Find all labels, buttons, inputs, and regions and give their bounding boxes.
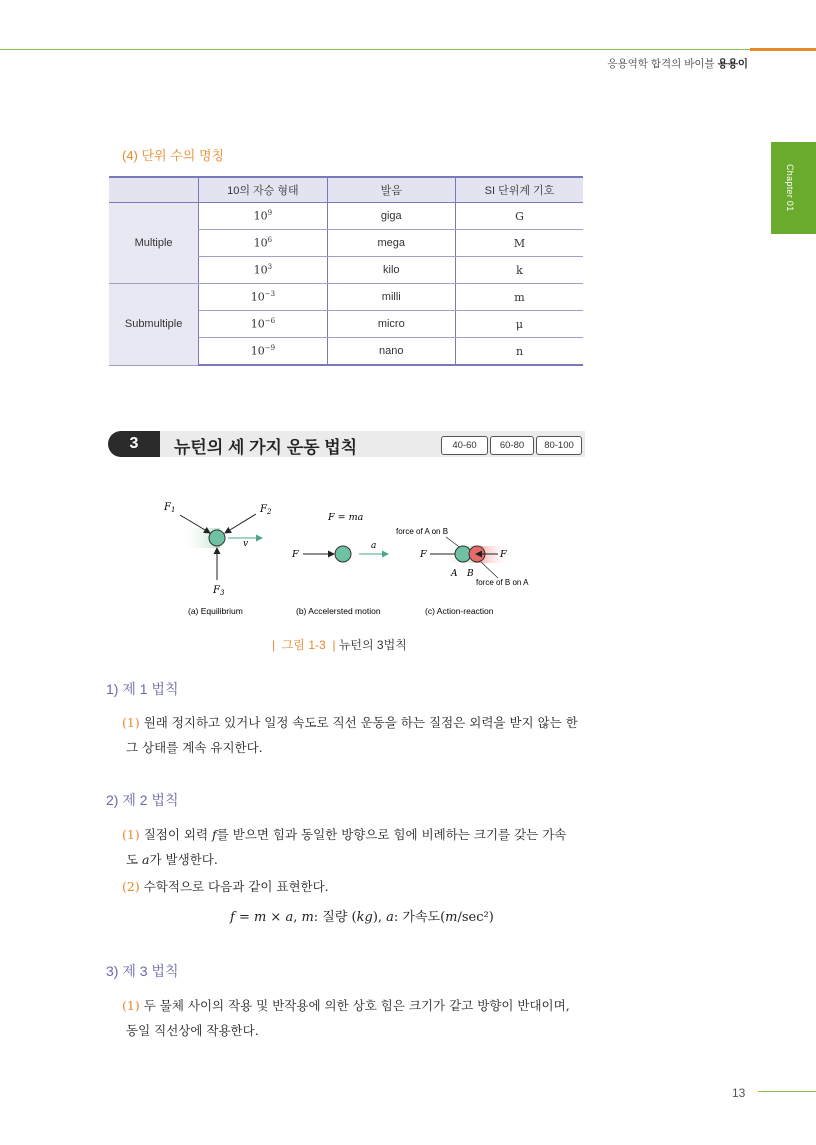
- author-name: 용용이: [717, 58, 748, 70]
- acceleration-panel: [291, 512, 388, 616]
- difficulty-tag[interactable]: 60-80: [490, 436, 534, 455]
- section-number: 3: [108, 431, 160, 457]
- panel-caption: (c) Action-reaction: [425, 606, 494, 616]
- label-f3: $F_3$: [213, 585, 225, 597]
- law-item: (1) 두 물체 사이의 작용 및 반작용에 의한 상호 힘은 크기가 같고 방향이 반대이며, 동일 직선상에 작용한다.: [122, 998, 570, 1038]
- table-header-cell: [109, 177, 199, 203]
- label-force-b-on-a: force of B on A: [476, 578, 529, 587]
- header-rule: [0, 49, 760, 50]
- law-item: (1) 원래 정지하고 있거나 일정 속도로 직선 운동을 하는 질점은 외력을 받지 않는 한 그 상태를 계속 유지한다.: [122, 715, 578, 755]
- table-header-row: [109, 177, 583, 203]
- prefix-symbol: k: [455, 257, 583, 284]
- label-force-a-on-b: force of A on B: [396, 527, 449, 536]
- units-table: [109, 176, 583, 366]
- force-arrow: [225, 514, 256, 533]
- law-heading: 3) 제 3 법칙: [106, 963, 179, 979]
- chapter-tab[interactable]: [771, 142, 816, 234]
- table-row: [109, 284, 583, 311]
- table-header-cell: 발음: [327, 177, 455, 203]
- group-label: Multiple: [109, 203, 199, 284]
- label-b-body: B: [467, 569, 474, 579]
- item-number: (1): [122, 998, 140, 1013]
- newton-laws-figure: [150, 490, 550, 620]
- label-f-equals-ma: F = ma: [328, 512, 364, 523]
- label-force: F: [292, 549, 299, 560]
- chapter-label: Chapter 01: [785, 164, 795, 212]
- table-header-cell: SI 단위계 기호: [455, 177, 583, 203]
- table-row: [109, 203, 583, 230]
- item-number: (1): [122, 715, 140, 730]
- power-cell: $10^{-9}$: [199, 338, 327, 366]
- prefix-symbol: G: [455, 203, 583, 230]
- label-v: v: [243, 539, 249, 549]
- item-number: (2): [122, 879, 140, 894]
- action-reaction-panel: [396, 527, 529, 616]
- prefix-name: micro: [327, 311, 455, 338]
- formula: 𝑓 = 𝑚 × 𝑎, 𝑚: 질량 (𝑘𝑔), 𝑎: 가속도(𝑚/sec²): [230, 910, 494, 925]
- power-cell: $10^{-6}$: [199, 311, 327, 338]
- book-title: 응용역학 합격의 바이블: [607, 58, 715, 70]
- power-cell: $10^9$: [199, 203, 327, 230]
- prefix-symbol: μ: [455, 311, 583, 338]
- group-label: Submultiple: [109, 284, 199, 366]
- prefix-name: kilo: [327, 257, 455, 284]
- power-cell: $10^{-3}$: [199, 284, 327, 311]
- label-f1: $F_1$: [164, 502, 176, 514]
- law-heading: 1) 제 1 법칙: [106, 681, 179, 697]
- label-force-right: F: [500, 549, 507, 560]
- table-header-cell: 10의 자승 형태: [199, 177, 327, 203]
- section-title: 뉴턴의 세 가지 운동 법칙: [174, 438, 358, 457]
- law-item: (1) 질점이 외력 𝑓를 받으면 힘과 동일한 방향으로 힘에 비례하는 크기를 갖는 가속 도 𝑎가 발생한다.: [122, 827, 567, 867]
- law-item: (2) 수학적으로 다음과 같이 표현한다.: [122, 879, 329, 894]
- difficulty-tag[interactable]: 40-60: [441, 436, 488, 455]
- prefix-name: mega: [327, 230, 455, 257]
- footer-rule: [758, 1091, 816, 1092]
- units-heading: (4) 단위 수의 명칭: [122, 148, 225, 163]
- power-cell: $10^3$: [199, 257, 327, 284]
- law-heading: 2) 제 2 법칙: [106, 792, 179, 808]
- panel-caption: (b) Accelersted motion: [296, 606, 381, 616]
- equilibrium-panel: [163, 502, 272, 616]
- label-f2: $F_2$: [260, 504, 272, 516]
- prefix-symbol: m: [455, 284, 583, 311]
- difficulty-tag[interactable]: 80-100: [536, 436, 582, 455]
- panel-caption: (a) Equilibrium: [188, 606, 243, 616]
- prefix-name: giga: [327, 203, 455, 230]
- particle-icon: [335, 546, 351, 562]
- prefix-name: milli: [327, 284, 455, 311]
- item-number: (1): [122, 827, 140, 842]
- prefix-symbol: n: [455, 338, 583, 366]
- leader-line: [481, 562, 498, 578]
- header-accent-bar: [750, 48, 816, 51]
- power-cell: $10^6$: [199, 230, 327, 257]
- prefix-symbol: M: [455, 230, 583, 257]
- label-a: a: [371, 541, 377, 551]
- figure-number: 그림 1-3: [281, 638, 326, 652]
- label-a-body: A: [451, 569, 458, 579]
- running-header: [607, 56, 748, 71]
- label-force-left: F: [420, 549, 427, 560]
- figure-title: 뉴턴의 3법칙: [338, 638, 407, 652]
- particle-icon: [209, 530, 225, 546]
- prefix-name: nano: [327, 338, 455, 366]
- figure-caption: | 그림 1-3 | 뉴턴의 3법칙: [272, 638, 407, 652]
- page-number: 13: [732, 1086, 746, 1100]
